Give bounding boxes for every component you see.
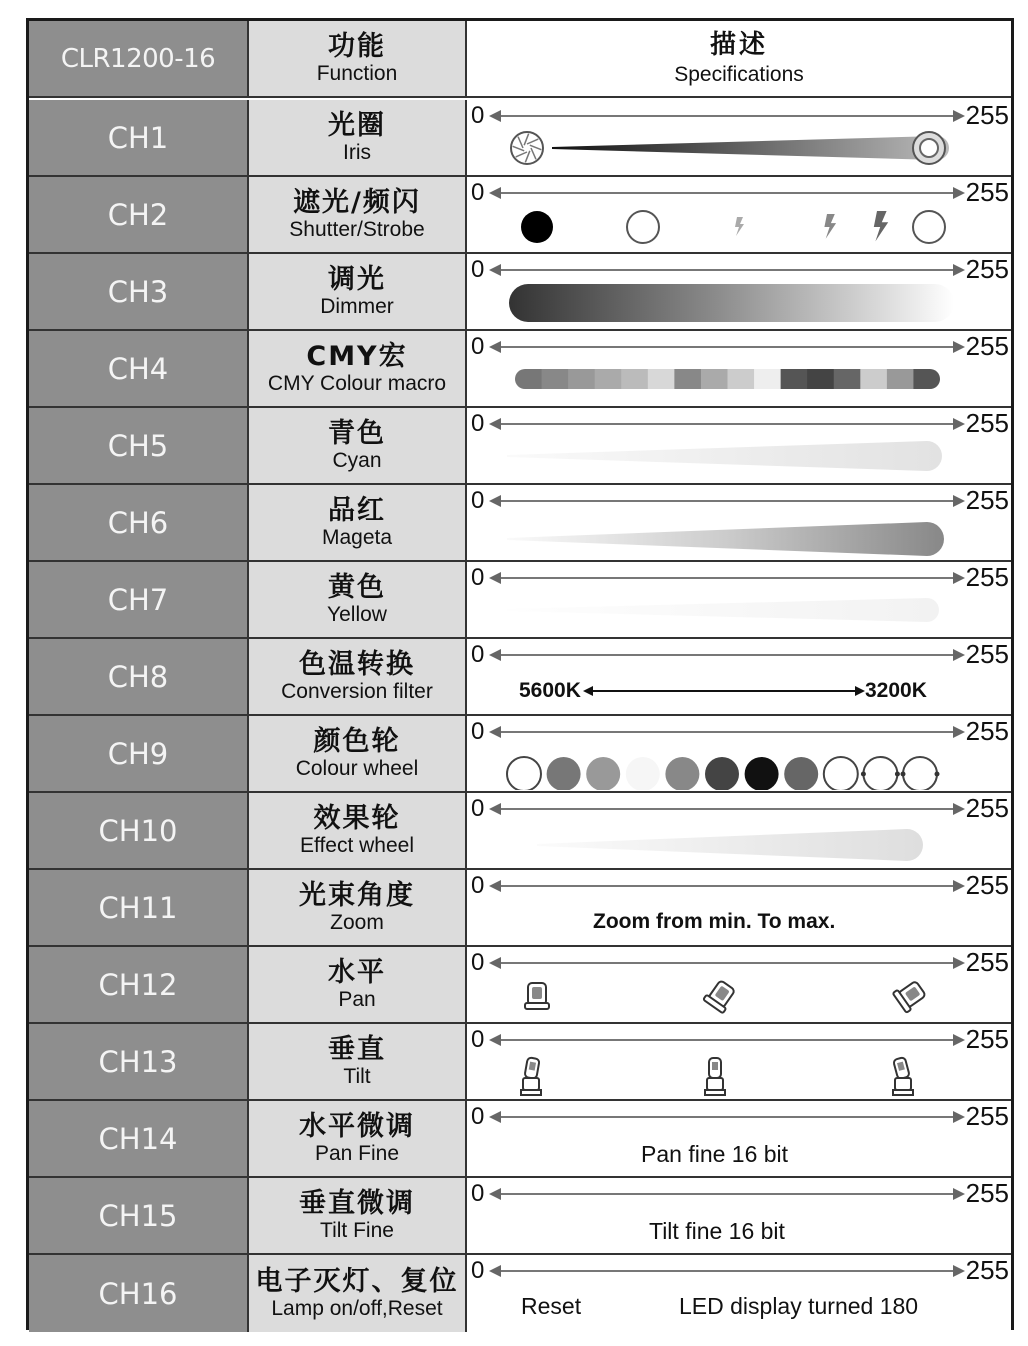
- arrow-left-head: [489, 1034, 501, 1046]
- arrow-right-head: [953, 187, 965, 199]
- channel-spec: [467, 254, 1011, 329]
- iris-open-icon: [511, 132, 543, 164]
- channel-spec: [467, 1178, 1011, 1253]
- channel-function: [249, 408, 467, 483]
- channel-function: [249, 1024, 467, 1099]
- strobe-medium-icon: [824, 214, 836, 239]
- channel-spec: [467, 1255, 1011, 1332]
- range-max-label: 255: [965, 100, 1009, 130]
- arrow-right-head: [953, 418, 965, 430]
- arrow-right-head: [953, 572, 965, 584]
- color-slot-icon: [824, 757, 858, 790]
- range-max-label: 255: [965, 1024, 1009, 1054]
- function-en: Conversion filter: [281, 679, 433, 703]
- channel-spec: [467, 716, 1011, 791]
- spec-header-en: Specifications: [674, 62, 804, 86]
- range-max-label: 255: [965, 716, 1009, 746]
- channel-row: [29, 947, 1011, 1024]
- function-en: Zoom: [330, 910, 384, 934]
- arrow-right-head: [953, 803, 965, 815]
- channel-function: [249, 331, 467, 406]
- reset-label: Reset: [521, 1293, 582, 1319]
- arrow-left-head: [489, 341, 501, 353]
- cto-end-label: 3200K: [865, 679, 927, 702]
- arrow-left-head: [489, 803, 501, 815]
- arrow-right-head: [953, 264, 965, 276]
- spec-visual: [467, 973, 1011, 1021]
- color-slot-icon: [665, 757, 699, 790]
- range-arrow: [489, 648, 965, 662]
- function-zh: 遮光/频闪: [293, 186, 421, 218]
- range-max-label: 255: [965, 562, 1009, 592]
- color-slot-icon: [863, 757, 897, 790]
- channel-function: [249, 1255, 467, 1332]
- range-min-label: 0: [471, 1180, 485, 1207]
- spec-visual: [467, 434, 1011, 482]
- range-max-label: 255: [965, 947, 1009, 977]
- color-slot-icon: [903, 757, 937, 790]
- color-slot-icon: [705, 757, 739, 790]
- arrow-right-head: [953, 495, 965, 507]
- arrow-left-head: [489, 495, 501, 507]
- shutter-open-end-icon: [913, 211, 945, 243]
- channel-number: CH9: [29, 716, 249, 791]
- range-arrow: [489, 494, 965, 508]
- range-min-label: 0: [471, 795, 485, 822]
- header-row: [29, 21, 1011, 98]
- channel-row: [29, 1024, 1011, 1101]
- channel-row: [29, 100, 1011, 177]
- range-max-label: 255: [965, 485, 1009, 515]
- range-min-label: 0: [471, 872, 485, 899]
- led-rotate-label: LED display turned 180: [679, 1293, 919, 1319]
- channel-row: [29, 1178, 1011, 1255]
- range-arrow: [489, 340, 965, 354]
- function-en: Pan Fine: [314, 1141, 400, 1165]
- channel-spec: [467, 1024, 1011, 1099]
- range-arrow: [489, 263, 965, 277]
- spec-visual: [467, 588, 1011, 636]
- pan-fixture-icon: [703, 978, 738, 1013]
- range-min-label: 0: [471, 949, 485, 976]
- range-min-label: 0: [471, 641, 485, 668]
- range-min-label: 0: [471, 333, 485, 360]
- arrow-right-head: [953, 1188, 965, 1200]
- range-arrow: [489, 956, 965, 970]
- function-zh: 垂直微调: [299, 1187, 415, 1219]
- tilt-fixture-icon: [521, 1057, 541, 1095]
- function-en: Shutter/Strobe: [289, 217, 425, 241]
- arrow-left-head: [489, 1111, 501, 1123]
- channel-number: CH6: [29, 485, 249, 560]
- arrow-right-head: [953, 726, 965, 738]
- arrow-right-head: [953, 341, 965, 353]
- channel-number: CH12: [29, 947, 249, 1022]
- spec-visual: [467, 203, 1011, 251]
- function-en: Cyan: [332, 448, 382, 472]
- cmy-macro-bar: [515, 369, 941, 389]
- spec-header-zh: 描述: [709, 30, 768, 61]
- spec-visual: [467, 742, 1011, 790]
- channel-number: CH15: [29, 1178, 249, 1253]
- dmx-channel-table: [26, 18, 1014, 1330]
- range-arrow: [489, 109, 965, 123]
- channel-row: [29, 408, 1011, 485]
- color-slot-icon: [784, 757, 818, 790]
- range-max-label: 255: [965, 1255, 1009, 1285]
- range-max-label: 255: [965, 639, 1009, 669]
- spec-visual: [467, 126, 1011, 174]
- channel-number: CH16: [29, 1255, 249, 1332]
- arrow-right-head: [953, 957, 965, 969]
- channel-number: CH4: [29, 331, 249, 406]
- range-arrow: [489, 802, 965, 816]
- channel-number: CH10: [29, 793, 249, 868]
- channel-function: [249, 1178, 467, 1253]
- function-zh: 垂直: [328, 1033, 386, 1065]
- function-header-en: Function: [316, 61, 398, 85]
- pan-fixture-icon: [893, 978, 928, 1013]
- channel-spec: [467, 177, 1011, 252]
- strobe-fast-icon: [874, 211, 888, 241]
- arrow-right-head: [953, 1265, 965, 1277]
- range-max-label: 255: [965, 177, 1009, 207]
- function-zh: 黄色: [328, 571, 386, 603]
- channel-function: [249, 793, 467, 868]
- function-zh: 效果轮: [313, 802, 401, 834]
- function-en: Tilt Fine: [320, 1218, 394, 1242]
- function-zh: 颜色轮: [313, 725, 401, 757]
- pan-fixture-icon: [525, 983, 549, 1009]
- channel-row: [29, 870, 1011, 947]
- tilt-fixture-icon: [893, 1057, 913, 1095]
- color-slot-icon: [745, 757, 779, 790]
- channel-function: [249, 870, 467, 945]
- function-header-zh: 功能: [328, 30, 386, 62]
- channel-spec: [467, 870, 1011, 945]
- function-zh: 品红: [328, 494, 386, 526]
- tilt-fixture-icon: [705, 1058, 725, 1095]
- channel-row: [29, 639, 1011, 716]
- channel-row: [29, 793, 1011, 870]
- channel-row: [29, 1255, 1011, 1332]
- half-color-marker-icon: [901, 772, 906, 777]
- cto-arrow-left-head: [583, 686, 593, 696]
- range-max-label: 255: [965, 408, 1009, 438]
- color-slot-icon: [586, 757, 620, 790]
- channel-number: CH7: [29, 562, 249, 637]
- spec-visual: [467, 819, 1011, 867]
- channel-row: [29, 716, 1011, 793]
- yellow-wedge: [507, 598, 939, 622]
- channel-spec: [467, 562, 1011, 637]
- channel-spec: [467, 100, 1011, 175]
- channel-row: [29, 254, 1011, 331]
- arrow-left-head: [489, 418, 501, 430]
- range-arrow: [489, 1033, 965, 1047]
- channel-number: CH11: [29, 870, 249, 945]
- range-arrow: [489, 1264, 965, 1278]
- range-min-label: 0: [471, 487, 485, 514]
- range-arrow: [489, 1110, 965, 1124]
- range-arrow: [489, 571, 965, 585]
- arrow-right-head: [953, 649, 965, 661]
- range-max-label: 255: [965, 254, 1009, 284]
- arrow-left-head: [489, 110, 501, 122]
- channel-number: CH14: [29, 1101, 249, 1176]
- function-zh: CMY宏: [306, 340, 408, 372]
- spec-visual: [467, 1050, 1011, 1098]
- channel-row: [29, 1101, 1011, 1178]
- channel-number: CH2: [29, 177, 249, 252]
- half-color-marker-icon: [935, 772, 940, 777]
- arrow-right-head: [953, 1034, 965, 1046]
- channel-row: [29, 177, 1011, 254]
- range-min-label: 0: [471, 1103, 485, 1130]
- range-arrow: [489, 1187, 965, 1201]
- effect-wedge: [537, 829, 923, 861]
- half-color-marker-icon: [895, 772, 900, 777]
- function-zh: 光圈: [328, 109, 386, 141]
- function-en: Tilt: [343, 1064, 371, 1088]
- channel-function: [249, 1101, 467, 1176]
- cto-start-label: 5600K: [519, 679, 581, 702]
- arrow-left-head: [489, 572, 501, 584]
- function-en: Lamp on/off,Reset: [271, 1296, 443, 1320]
- function-zh: 青色: [328, 417, 386, 449]
- channel-function: [249, 177, 467, 252]
- arrow-right-head: [953, 880, 965, 892]
- channel-spec: [467, 793, 1011, 868]
- function-zh: 光束角度: [299, 879, 415, 911]
- function-header: [249, 21, 467, 96]
- function-en: Mageta: [321, 525, 393, 549]
- range-min-label: 0: [471, 410, 485, 437]
- function-en: Pan: [338, 987, 376, 1011]
- dimmer-gradient-bar: [509, 284, 954, 322]
- channel-spec: [467, 485, 1011, 560]
- range-max-label: 255: [965, 331, 1009, 361]
- channel-spec: [467, 331, 1011, 406]
- arrow-left-head: [489, 264, 501, 276]
- function-en: Yellow: [327, 602, 387, 626]
- spec-visual: [467, 665, 1011, 713]
- function-en: Iris: [343, 140, 371, 164]
- range-min-label: 0: [471, 256, 485, 283]
- range-max-label: 255: [965, 1178, 1009, 1208]
- spec-visual: [467, 280, 1011, 328]
- arrow-left-head: [489, 1188, 501, 1200]
- function-zh: 色温转换: [299, 648, 415, 680]
- range-min-label: 0: [471, 102, 485, 129]
- range-max-label: 255: [965, 1101, 1009, 1131]
- arrow-left-head: [489, 649, 501, 661]
- function-zh: 水平微调: [299, 1110, 415, 1142]
- range-arrow: [489, 879, 965, 893]
- channel-spec: [467, 639, 1011, 714]
- color-slot-icon: [626, 757, 660, 790]
- channel-function: [249, 254, 467, 329]
- channel-function: [249, 100, 467, 175]
- range-min-label: 0: [471, 1026, 485, 1053]
- function-en: CMY Colour macro: [267, 371, 447, 395]
- channel-function: [249, 947, 467, 1022]
- shutter-closed-icon: [521, 211, 553, 243]
- cto-arrow-right-head: [855, 686, 865, 696]
- iris-closed-icon: [913, 132, 945, 164]
- iris-wedge: [552, 136, 949, 160]
- channel-number: CH5: [29, 408, 249, 483]
- channel-spec: [467, 947, 1011, 1022]
- channel-function: [249, 639, 467, 714]
- arrow-left-head: [489, 726, 501, 738]
- spec-text: Pan fine 16 bit: [641, 1141, 789, 1167]
- function-en: Effect wheel: [299, 833, 414, 857]
- magenta-wedge: [507, 522, 944, 556]
- strobe-slow-icon: [735, 217, 744, 236]
- function-zh: 调光: [328, 263, 386, 295]
- range-min-label: 0: [471, 179, 485, 206]
- range-arrow: [489, 725, 965, 739]
- channel-row: [29, 562, 1011, 639]
- channel-row: [29, 331, 1011, 408]
- channel-number: CH3: [29, 254, 249, 329]
- channel-spec: [467, 408, 1011, 483]
- range-max-label: 255: [965, 793, 1009, 823]
- cyan-wedge: [507, 441, 942, 471]
- arrow-right-head: [953, 110, 965, 122]
- arrow-left-head: [489, 187, 501, 199]
- range-arrow: [489, 417, 965, 431]
- spec-visual: [467, 357, 1011, 405]
- range-arrow: [489, 186, 965, 200]
- color-slot-icon: [507, 757, 541, 790]
- function-zh: 水平: [328, 956, 386, 988]
- channel-function: [249, 562, 467, 637]
- channel-function: [249, 716, 467, 791]
- spec-header: [467, 21, 1011, 96]
- range-min-label: 0: [471, 1257, 485, 1284]
- spec-text: Tilt fine 16 bit: [649, 1218, 785, 1244]
- spec-text: Zoom from min. To max.: [593, 910, 836, 933]
- function-zh: 电子灭灯、复位: [255, 1265, 459, 1297]
- shutter-open-icon: [627, 211, 659, 243]
- function-en: Colour wheel: [295, 756, 419, 780]
- model-header: CLR1200-16: [29, 21, 249, 96]
- arrow-right-head: [953, 1111, 965, 1123]
- channel-spec: [467, 1101, 1011, 1176]
- channel-function: [249, 485, 467, 560]
- function-en: Dimmer: [320, 294, 394, 318]
- arrow-left-head: [489, 880, 501, 892]
- channel-number: CH1: [29, 100, 249, 175]
- range-min-label: 0: [471, 564, 485, 591]
- channel-row: [29, 485, 1011, 562]
- channel-number: CH13: [29, 1024, 249, 1099]
- spec-visual: [467, 511, 1011, 559]
- channel-number: CH8: [29, 639, 249, 714]
- range-min-label: 0: [471, 718, 485, 745]
- arrow-left-head: [489, 957, 501, 969]
- range-max-label: 255: [965, 870, 1009, 900]
- half-color-marker-icon: [861, 772, 866, 777]
- arrow-left-head: [489, 1265, 501, 1277]
- color-slot-icon: [547, 757, 581, 790]
